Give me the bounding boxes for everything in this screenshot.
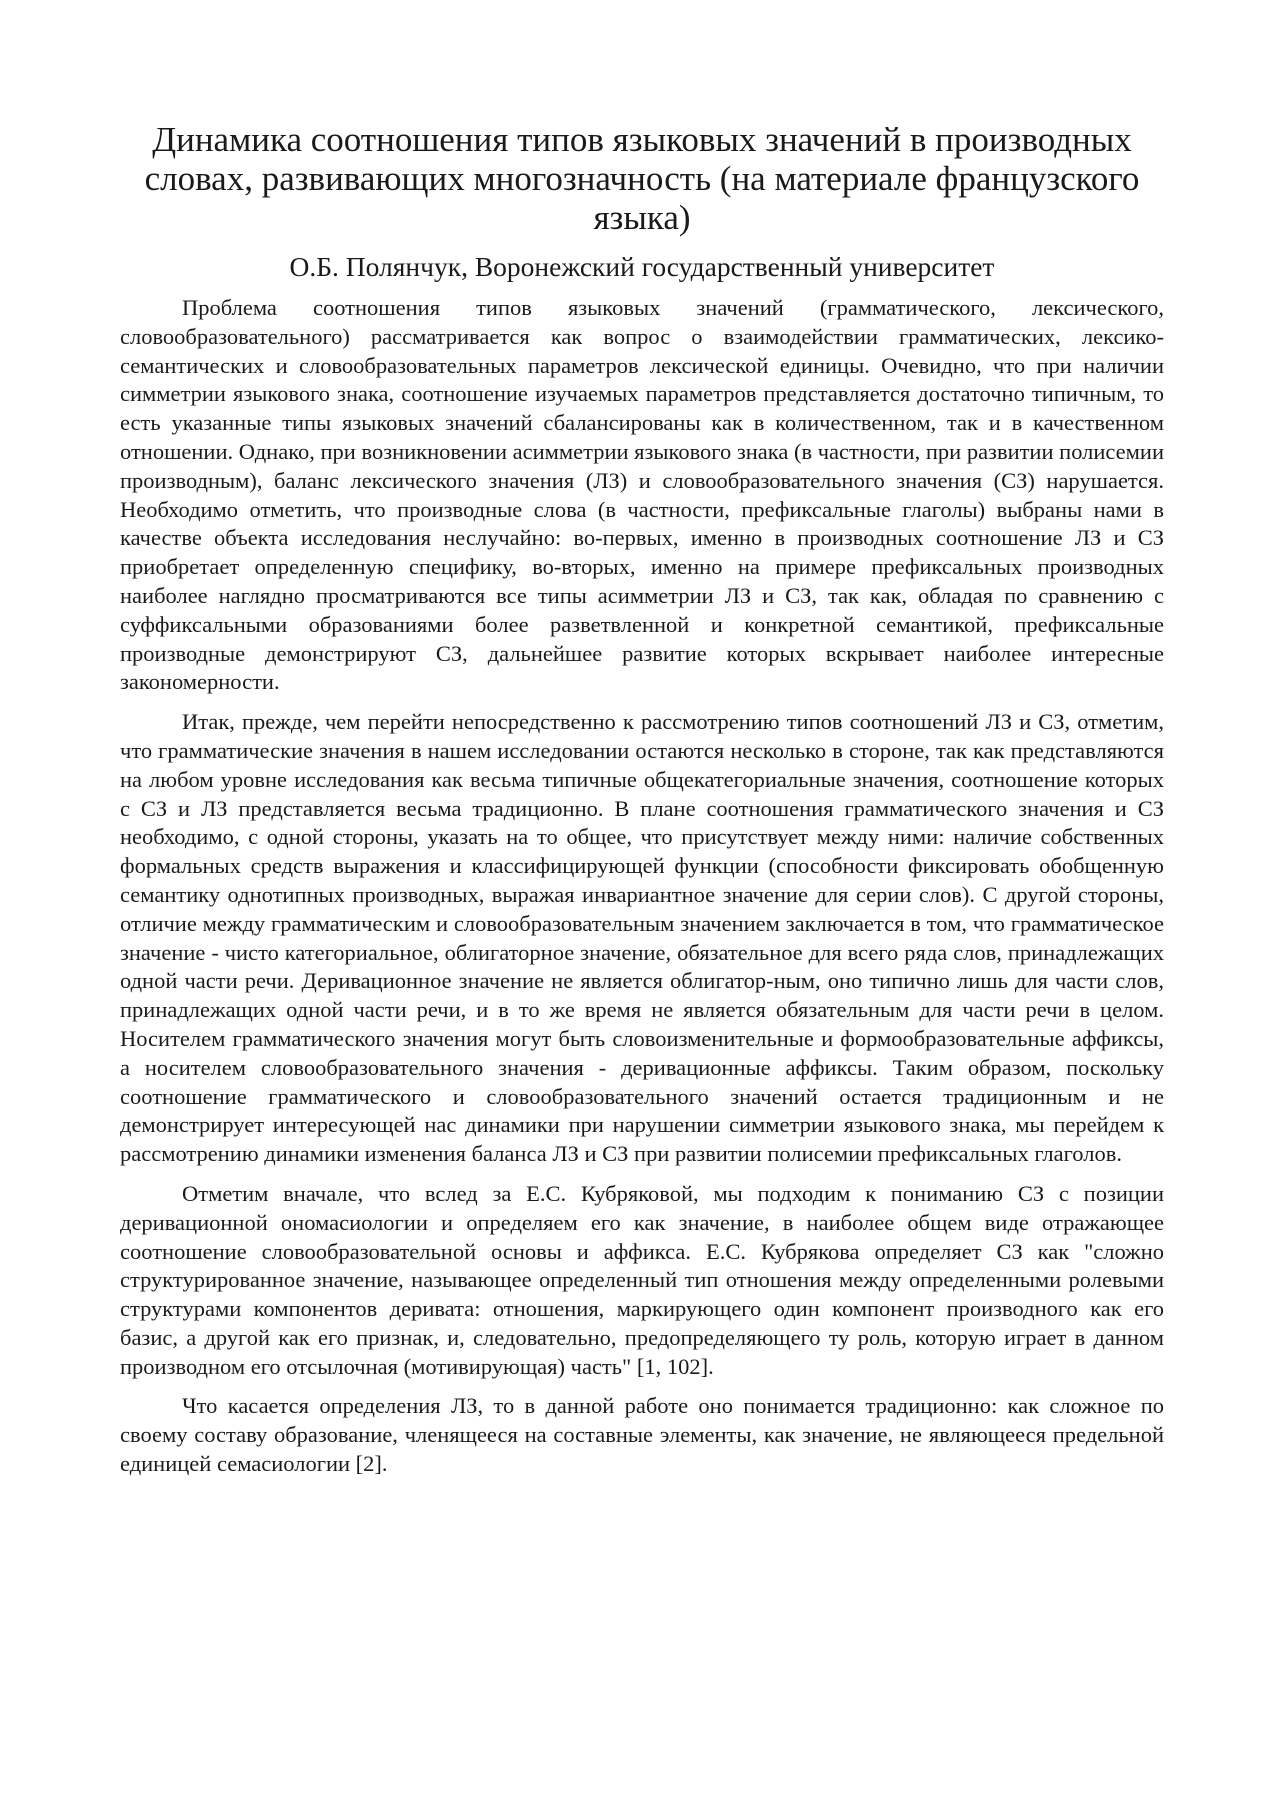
paragraph: Что касается определения ЛЗ, то в данной работе оно понимается традиционно: как сложное по своему составу образование, членящееся на составные элементы, как значение, не являющееся предельной единицей семасиологии [2]. xyxy=(120,1393,1164,1477)
author-line: О.Б. Полянчук, Воронежский государственный университет xyxy=(289,251,995,282)
paragraph: Отметим вначале, что вслед за Е.С. Кубряковой, мы подходим к пониманию СЗ с позиции деривационной ономасиологии и определяем его как значение, в наиболее общем виде отражающее соотношение словообразовательной основы и аффикса. Е.С. Кубрякова определяет СЗ как "сложно структурированное значение, называющее определенный тип отношения между определенными ролевыми структурами компонентов деривата: отношения, маркирующего один компонент производного как его базис, а другой как его признак, и, следовательно, предопределяющего ту роль, которую играет в данном производном его отсылочная (мотивирующая) часть" [1, 102]. xyxy=(120,1180,1164,1379)
document-title: Динамика соотношения типов языковых значений в производных словах, развивающих многозначность (на материале французского языка) xyxy=(144,120,1140,237)
paragraph: Итак, прежде, чем перейти непосредственно к рассмотрению типов соотношений ЛЗ и СЗ, отметим, что грамматические значения в нашем исследовании остаются несколько в стороне, так как представляются на любом уровне исследования как весьма типичные общекатегориальные значения, соотношение которых с СЗ и ЛЗ представляется весьма традиционно. В плане соотношения грамматического значения и СЗ необходимо, с одной стороны, указать на то общее, что присутствует между ними: наличие собственных формальных средств выражения и классифицирующей функции (способности фиксировать обобщенную семантику однотипных производных, выражая инвариантное значение для серии слов). С другой стороны, отличие между грамматическим и словообразовательным значением заключается в том, что грамматическое значение - чисто категориальное, облигаторное значение, обязательное для всего ряда слов, принадлежащих одной части речи. Деривационное значение не является облигатор-ным, оно типично лишь для части слов, принадлежащих одной части речи, и в то же время не является обязательным для части речи в целом. Носителем грамматического значения могут быть словоизменительные и формообразовательные аффиксы, а носителем словообразовательного значения - деривационные аффиксы. Таким образом, поскольку соотношение грамматического и словообразовательного значений остается традиционным и не демонстрирует интересующей нас динамики при нарушении симметрии языкового знака, мы перейдем к рассмотрению динамики изменения баланса ЛЗ и СЗ при развитии полисемии префиксальных глаголов. xyxy=(120,709,1164,1167)
document-page xyxy=(120,120,1164,1490)
paragraph: Проблема соотношения типов языковых значений (грамматического, лексического, словообразовательного) рассматривается как вопрос о взаимодействии грамматических, лексико-семантических и словообразовательных параметров лексической единицы. Очевидно, что при наличии симметрии языкового знака, соотношение изучаемых параметров представляется достаточно типичным, то есть указанные типы языковых значений сбалансированы как в количественном, так и в качественном отношении. Однако, при возникновении асимметрии языкового знака (в частности, при развитии полисемии производным), баланс лексического значения (ЛЗ) и словообразовательного значения (СЗ) нарушается. Необходимо отметить, что производные слова (в частности, префиксальные глаголы) выбраны нами в качестве объекта исследования неслучайно: во-первых, именно в производных соотношение ЛЗ и СЗ приобретает определенную специфику, во-вторых, именно на примере префиксальных производных наиболее наглядно просматриваются все типы асимметрии ЛЗ и СЗ, так как, обладая по сравнению с суффиксальными образованиями более разветвленной и конкретной семантикой, префиксальные производные демонстрируют СЗ, дальнейшее развитие которых вскрывает наиболее интересные закономерности. xyxy=(120,295,1164,695)
